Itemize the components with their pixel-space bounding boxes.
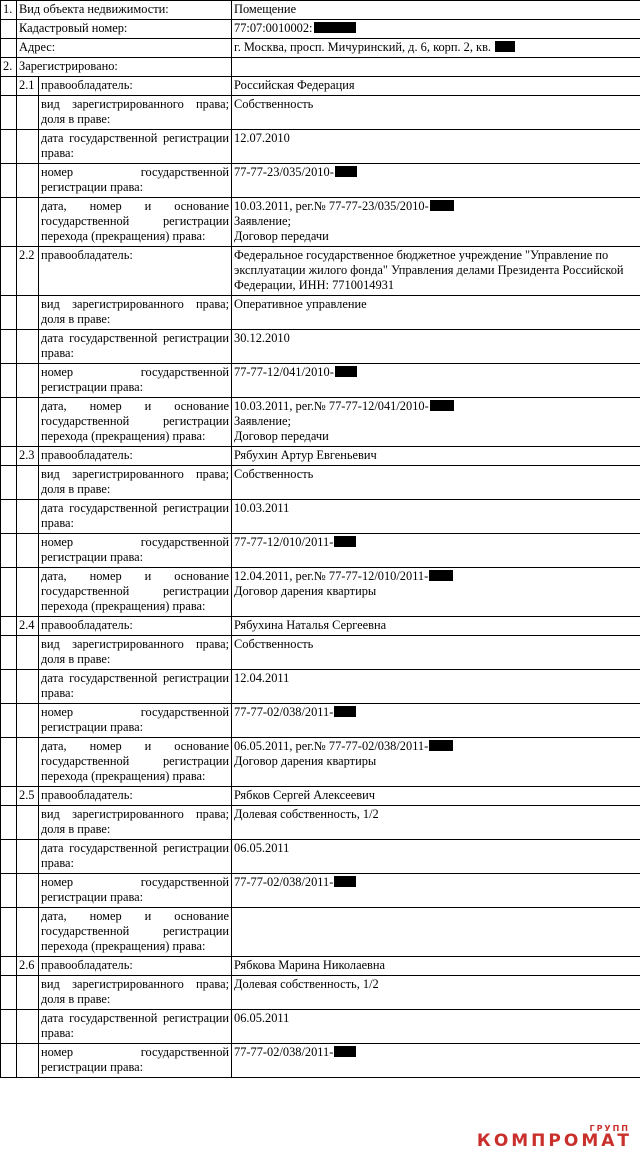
field-label-holder: правообладатель:	[39, 77, 232, 96]
section2-spacer	[1, 957, 17, 976]
field-value-transfer	[232, 398, 640, 447]
field-value-text: Российская Федерация	[234, 78, 355, 92]
section2-spacer	[1, 77, 17, 96]
field-value-transfer	[232, 738, 640, 787]
transfer-line: 06.05.2011, рег.№ 77-77-02/038/2011-	[234, 739, 429, 753]
section2-spacer	[1, 617, 17, 636]
object-type-label: Вид объекта недвижимости:	[17, 1, 232, 20]
holder-4-row-reg-date	[1, 670, 640, 704]
section2-number: 2.	[1, 58, 17, 77]
holder-number-spacer	[17, 500, 39, 534]
transfer-line: Договор передачи	[234, 229, 329, 243]
cadastral-label: Кадастровый номер:	[17, 20, 232, 39]
field-value-text: Собственность	[234, 97, 314, 111]
field-value-text: Рябков Сергей Алексеевич	[234, 788, 375, 802]
holder-number: 2.2	[17, 247, 39, 296]
section1-spacer	[1, 20, 17, 39]
holder-number-spacer	[17, 806, 39, 840]
holder-2-row-reg-number	[1, 364, 640, 398]
section2-spacer	[1, 296, 17, 330]
field-value-text: Долевая собственность, 1/2	[234, 977, 379, 991]
field-label-holder: правообладатель:	[39, 617, 232, 636]
section2-spacer	[1, 1044, 17, 1078]
redaction-box	[429, 740, 453, 751]
section2-spacer	[1, 500, 17, 534]
holder-3-row-reg-number	[1, 534, 640, 568]
section2-spacer	[1, 247, 17, 296]
watermark-small-text: ГРУПП	[589, 1124, 630, 1133]
field-label-reg-number: номер государственной регистрации права:	[39, 874, 232, 908]
holder-1-row-right-type	[1, 96, 640, 130]
holder-3-row-holder	[1, 447, 640, 466]
field-value-text: Собственность	[234, 637, 314, 651]
transfer-line: Договор передачи	[234, 429, 329, 443]
section2-spacer	[1, 568, 17, 617]
field-value-transfer	[232, 908, 640, 957]
holder-number-spacer	[17, 636, 39, 670]
holder-number-spacer	[17, 1010, 39, 1044]
field-value-holder	[232, 447, 640, 466]
holder-1-row-transfer	[1, 198, 640, 247]
field-value-holder	[232, 617, 640, 636]
field-label-holder: правообладатель:	[39, 247, 232, 296]
field-value-reg-date	[232, 330, 640, 364]
redaction-box	[430, 200, 454, 211]
field-value-right-type	[232, 466, 640, 500]
holder-number-spacer	[17, 704, 39, 738]
section1-spacer	[1, 39, 17, 58]
field-label-reg-date: дата государственной регистрации права:	[39, 130, 232, 164]
holder-5-row-reg-number	[1, 874, 640, 908]
holder-number: 2.4	[17, 617, 39, 636]
redaction-box	[334, 706, 356, 717]
field-label-reg-number: номер государственной регистрации права:	[39, 364, 232, 398]
field-value-reg-number	[232, 164, 640, 198]
registry-extract-body	[1, 1, 640, 1078]
section1-row-object-type	[1, 1, 640, 20]
transfer-line: 10.03.2011, рег.№ 77-77-23/035/2010-	[234, 199, 429, 213]
section2-spacer	[1, 908, 17, 957]
field-label-holder: правообладатель:	[39, 447, 232, 466]
field-value-text: Оперативное управление	[234, 297, 367, 311]
field-value-text: 30.12.2010	[234, 331, 290, 345]
field-label-right-type: вид зарегистрированного права; доля в праве:	[39, 636, 232, 670]
field-label-holder: правообладатель:	[39, 957, 232, 976]
section2-spacer	[1, 198, 17, 247]
holder-number-spacer	[17, 976, 39, 1010]
redaction-box	[334, 876, 356, 887]
holder-number: 2.3	[17, 447, 39, 466]
holder-number-spacer	[17, 164, 39, 198]
section2-spacer	[1, 704, 17, 738]
field-label-reg-number: номер государственной регистрации права:	[39, 534, 232, 568]
field-value-reg-date	[232, 670, 640, 704]
section2-spacer	[1, 364, 17, 398]
holder-number-spacer	[17, 466, 39, 500]
holder-number-spacer	[17, 670, 39, 704]
field-label-reg-date: дата государственной регистрации права:	[39, 670, 232, 704]
field-value-transfer	[232, 198, 640, 247]
holder-4-row-holder	[1, 617, 640, 636]
holder-6-row-reg-number	[1, 1044, 640, 1078]
section2-spacer	[1, 670, 17, 704]
field-value-text: 12.07.2010	[234, 131, 290, 145]
section2-spacer	[1, 976, 17, 1010]
field-label-transfer: дата, номер и основание государственной регистрации перехода (прекращения) права:	[39, 738, 232, 787]
holder-number-spacer	[17, 330, 39, 364]
field-value-text: 06.05.2011	[234, 841, 290, 855]
field-label-transfer: дата, номер и основание государственной регистрации перехода (прекращения) права:	[39, 398, 232, 447]
holder-3-row-reg-date	[1, 500, 640, 534]
field-label-reg-date: дата государственной регистрации права:	[39, 840, 232, 874]
holder-5-row-transfer	[1, 908, 640, 957]
redaction-box	[429, 570, 453, 581]
field-label-reg-number: номер государственной регистрации права:	[39, 164, 232, 198]
holder-2-row-holder	[1, 247, 640, 296]
redaction-box	[334, 1046, 356, 1057]
address-value-cell	[232, 39, 640, 58]
field-label-right-type: вид зарегистрированного права; доля в праве:	[39, 976, 232, 1010]
holder-number: 2.6	[17, 957, 39, 976]
field-value-reg-number	[232, 364, 640, 398]
field-value-text: 77-77-02/038/2011-	[234, 705, 334, 719]
field-value-text: 77-77-12/041/2010-	[234, 365, 334, 379]
field-value-reg-date	[232, 840, 640, 874]
cadastral-value-cell	[232, 20, 640, 39]
holder-number-spacer	[17, 398, 39, 447]
field-value-text: Рябкова Марина Николаевна	[234, 958, 386, 972]
holder-number-spacer	[17, 568, 39, 617]
redaction-box	[335, 366, 357, 377]
field-label-reg-date: дата государственной регистрации права:	[39, 500, 232, 534]
field-value-holder	[232, 787, 640, 806]
field-value-text: Рябухина Наталья Сергеевна	[234, 618, 387, 632]
holder-number: 2.5	[17, 787, 39, 806]
holder-number-spacer	[17, 96, 39, 130]
section2-title-empty	[232, 58, 640, 77]
transfer-line: Договор дарения квартиры	[234, 584, 377, 598]
holder-2-row-right-type	[1, 296, 640, 330]
redaction-box	[335, 166, 357, 177]
holder-number-spacer	[17, 738, 39, 787]
field-value-reg-date	[232, 1010, 640, 1044]
field-value-text: 77-77-02/038/2011-	[234, 1045, 334, 1059]
field-value-right-type	[232, 636, 640, 670]
section2-spacer	[1, 130, 17, 164]
section2-spacer	[1, 1010, 17, 1044]
section1-row-cadastral	[1, 20, 640, 39]
field-value-holder	[232, 77, 640, 96]
section2-spacer	[1, 806, 17, 840]
field-label-right-type: вид зарегистрированного права; доля в праве:	[39, 806, 232, 840]
holder-number-spacer	[17, 908, 39, 957]
field-label-right-type: вид зарегистрированного права; доля в праве:	[39, 296, 232, 330]
holder-2-row-reg-date	[1, 330, 640, 364]
section2-spacer	[1, 636, 17, 670]
holder-1-row-reg-date	[1, 130, 640, 164]
holder-number-spacer	[17, 296, 39, 330]
transfer-line: 12.04.2011, рег.№ 77-77-12/010/2011-	[234, 569, 429, 583]
field-value-text: Рябухин Артур Евгеньевич	[234, 448, 377, 462]
section2-spacer	[1, 164, 17, 198]
cadastral-value: 77:07:0010002:	[234, 21, 313, 35]
field-value-text: 77-77-12/010/2011-	[234, 535, 334, 549]
field-value-right-type	[232, 296, 640, 330]
field-value-text: 12.04.2011	[234, 671, 290, 685]
section2-spacer	[1, 738, 17, 787]
field-value-right-type	[232, 976, 640, 1010]
field-value-text: 77-77-02/038/2011-	[234, 875, 334, 889]
holder-6-row-holder	[1, 957, 640, 976]
holder-number-spacer	[17, 130, 39, 164]
holder-5-row-reg-date	[1, 840, 640, 874]
field-value-text: 10.03.2011	[234, 501, 290, 515]
holder-number-spacer	[17, 534, 39, 568]
section1-row-address	[1, 39, 640, 58]
field-value-reg-number	[232, 534, 640, 568]
section2-title: Зарегистрировано:	[17, 58, 232, 77]
field-label-reg-date: дата государственной регистрации права:	[39, 1010, 232, 1044]
field-value-text: Федеральное государственное бюджетное учреждение "Управление по эксплуатации жилого фонда" Управления делами Президента Российской Федерации, ИНН: 7710014931	[234, 248, 624, 292]
field-label-reg-number: номер государственной регистрации права:	[39, 1044, 232, 1078]
section2-spacer	[1, 787, 17, 806]
holder-5-row-holder	[1, 787, 640, 806]
field-value-text: 06.05.2011	[234, 1011, 290, 1025]
field-label-reg-date: дата государственной регистрации права:	[39, 330, 232, 364]
section2-spacer	[1, 466, 17, 500]
section2-spacer	[1, 840, 17, 874]
field-label-right-type: вид зарегистрированного права; доля в праве:	[39, 96, 232, 130]
section2-spacer	[1, 330, 17, 364]
field-value-right-type	[232, 806, 640, 840]
holder-5-row-right-type	[1, 806, 640, 840]
section2-header-row	[1, 58, 640, 77]
field-value-text: Долевая собственность, 1/2	[234, 807, 379, 821]
holder-3-row-transfer	[1, 568, 640, 617]
holder-number-spacer	[17, 364, 39, 398]
holder-number-spacer	[17, 874, 39, 908]
redaction-box	[430, 400, 454, 411]
section2-spacer	[1, 447, 17, 466]
watermark-main-text: КОМПРОМАТ	[476, 1131, 632, 1151]
section2-spacer	[1, 96, 17, 130]
redaction-box	[495, 41, 515, 52]
transfer-line: 10.03.2011, рег.№ 77-77-12/041/2010-	[234, 399, 429, 413]
holder-number-spacer	[17, 840, 39, 874]
field-value-reg-number	[232, 874, 640, 908]
watermark-logo	[476, 1124, 632, 1151]
holder-6-row-right-type	[1, 976, 640, 1010]
field-label-reg-number: номер государственной регистрации права:	[39, 704, 232, 738]
section2-spacer	[1, 534, 17, 568]
holder-3-row-right-type	[1, 466, 640, 500]
field-value-reg-number	[232, 704, 640, 738]
holder-2-row-transfer	[1, 398, 640, 447]
field-value-transfer	[232, 568, 640, 617]
field-label-transfer: дата, номер и основание государственной регистрации перехода (прекращения) права:	[39, 198, 232, 247]
address-label: Адрес:	[17, 39, 232, 58]
redaction-box	[334, 536, 356, 547]
field-value-reg-number	[232, 1044, 640, 1078]
holder-4-row-reg-number	[1, 704, 640, 738]
field-value-text: 77-77-23/035/2010-	[234, 165, 334, 179]
field-value-reg-date	[232, 500, 640, 534]
section2-spacer	[1, 398, 17, 447]
redaction-box	[314, 22, 356, 33]
field-value-right-type	[232, 96, 640, 130]
field-label-transfer: дата, номер и основание государственной регистрации перехода (прекращения) права:	[39, 908, 232, 957]
object-type-value: Помещение	[232, 1, 640, 20]
field-label-transfer: дата, номер и основание государственной регистрации перехода (прекращения) права:	[39, 568, 232, 617]
field-label-right-type: вид зарегистрированного права; доля в праве:	[39, 466, 232, 500]
field-value-text: Собственность	[234, 467, 314, 481]
field-value-holder	[232, 957, 640, 976]
holder-6-row-reg-date	[1, 1010, 640, 1044]
holder-1-row-holder	[1, 77, 640, 96]
holder-number-spacer	[17, 198, 39, 247]
field-label-holder: правообладатель:	[39, 787, 232, 806]
transfer-line: Заявление;	[234, 414, 291, 428]
section1-number: 1.	[1, 1, 17, 20]
holder-4-row-transfer	[1, 738, 640, 787]
holder-number: 2.1	[17, 77, 39, 96]
field-value-holder	[232, 247, 640, 296]
section2-spacer	[1, 874, 17, 908]
address-value: г. Москва, просп. Мичуринский, д. 6, корп. 2, кв.	[234, 40, 492, 54]
holder-4-row-right-type	[1, 636, 640, 670]
holder-1-row-reg-number	[1, 164, 640, 198]
field-value-reg-date	[232, 130, 640, 164]
transfer-line: Заявление;	[234, 214, 291, 228]
transfer-line: Договор дарения квартиры	[234, 754, 377, 768]
holder-number-spacer	[17, 1044, 39, 1078]
